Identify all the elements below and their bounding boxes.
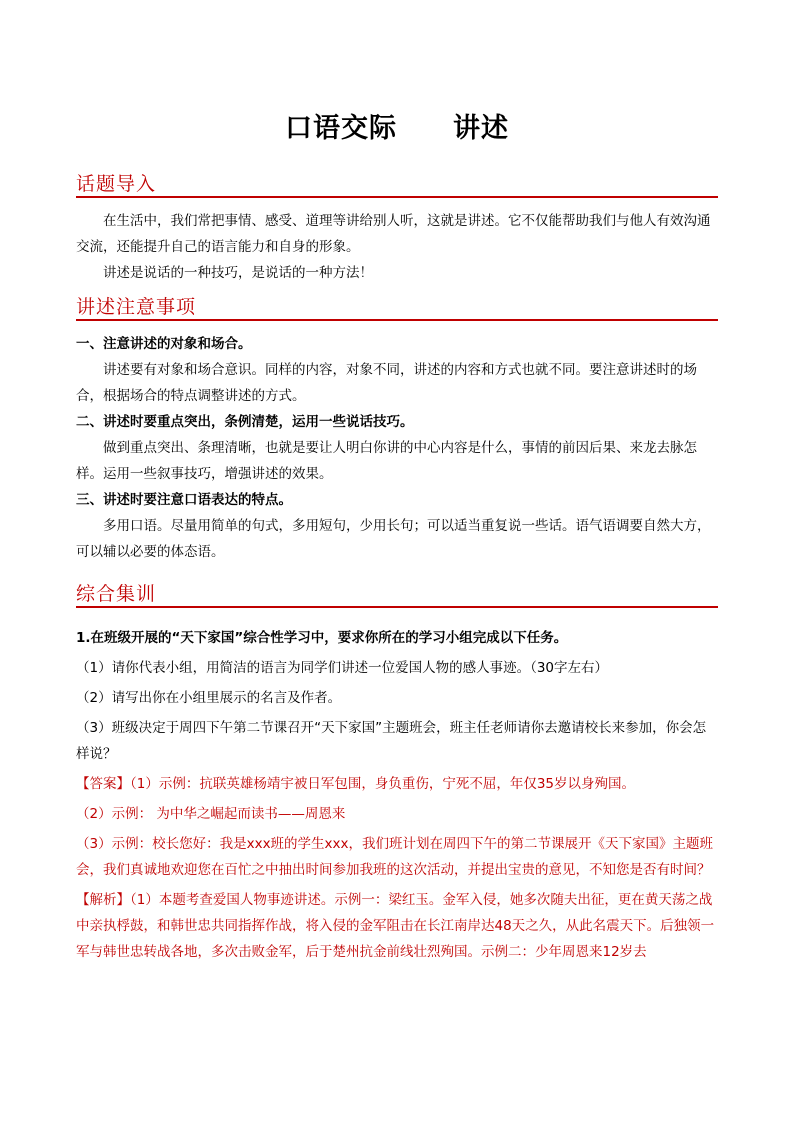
answer-part-3: （3）示例：校长您好：我是xxx班的学生xxx，我们班计划在周四下午的第二节课展开《天下家国》主题班会，我们真诚地欢迎您在百忙之中抽出时间参加我班的这次活动，并提出宝贵的意见，不知您是否有时间？ [76,836,714,878]
page-title: 口语交际 讲述 [285,113,509,144]
question-1-part-1: （1）请你代表小组，用简洁的语言为同学们讲述一位爱国人物的感人事迹。（30字左右） [76,660,609,676]
section-heading: 讲述注意事项 [76,296,197,318]
section-header [76,172,718,198]
intro-paragraph: 在生活中，我们常把事情、感受、道理等讲给别人听，这就是讲述。它不仅能帮助我们与他人有效沟通交流，还能提升自己的语言能力和自身的形象。 [76,213,711,255]
note-heading-2: 二、讲述时要重点突出，条例清楚，运用一些说话技巧。 [76,414,414,430]
answer-part-1 [76,771,718,797]
analysis-text: （1）本题考查爱国人物事迹讲述。示例一：梁红玉。金军入侵，她多次随夫出征，更在黄天荡之战中亲执桴鼓，和韩世忠共同指挥作战，将入侵的金军阻击在长江南岸达48天之久，从此名震天下。后独领一军与韩世忠转战各地，多次击败金军，后于楚州抗金前线壮烈殉国。示例二：少年周恩来12岁去 [76,892,715,960]
question-1: 1.在班级开展的“天下家国”综合性学习中，要求你所在的学习小组完成以下任务。 [76,630,568,646]
answer-tag: 【答案】 [76,776,130,792]
section-divider [76,319,718,321]
note-text-1: 讲述要有对象和场合意识。同样的内容，对象不同，讲述的内容和方式也就不同。要注意讲述时的场合，根据场合的特点调整讲述的方式。 [76,362,697,404]
answer-part-2: （2）示例： 为中华之崛起而读书——周恩来 [76,806,346,822]
note-heading-3: 三、讲述时要注意口语表达的特点。 [76,492,292,508]
section-heading: 话题导入 [76,173,157,195]
analysis [76,887,718,965]
section-topic-intro [76,172,718,286]
section-heading: 综合集训 [76,583,157,605]
section-notes [76,295,718,565]
section-header [76,295,718,321]
section-divider [76,606,718,608]
note-text-2: 做到重点突出、条理清晰，也就是要让人明白你讲的中心内容是什么，事情的前因后果、来龙去脉怎样。运用一些叙事技巧，增强讲述的效果。 [76,440,697,482]
section-exercises [76,582,718,965]
question-1-part-3: （3）班级决定于周四下午第二节课召开“天下家国”主题班会，班主任老师请你去邀请校长来参加，你会怎样说？ [76,720,707,762]
answer-text-1: （1）示例：抗联英雄杨靖宇被日军包围，身负重伤，宁死不屈，年仅35岁以身殉国。 [130,776,636,792]
section-divider [76,196,718,198]
note-text-3: 多用口语。尽量用简单的句式，多用短句，少用长句；可以适当重复说一些话。语气语调要自然大方，可以辅以必要的体态语。 [76,518,711,560]
analysis-tag: 【解析】 [76,892,130,908]
note-heading-1: 一、注意讲述的对象和场合。 [76,336,252,352]
question-1-part-2: （2）请写出你在小组里展示的名言及作者。 [76,690,342,706]
section-header [76,582,718,608]
intro-paragraph-2: 讲述是说话的一种技巧，是说话的一种方法！ [103,265,373,281]
